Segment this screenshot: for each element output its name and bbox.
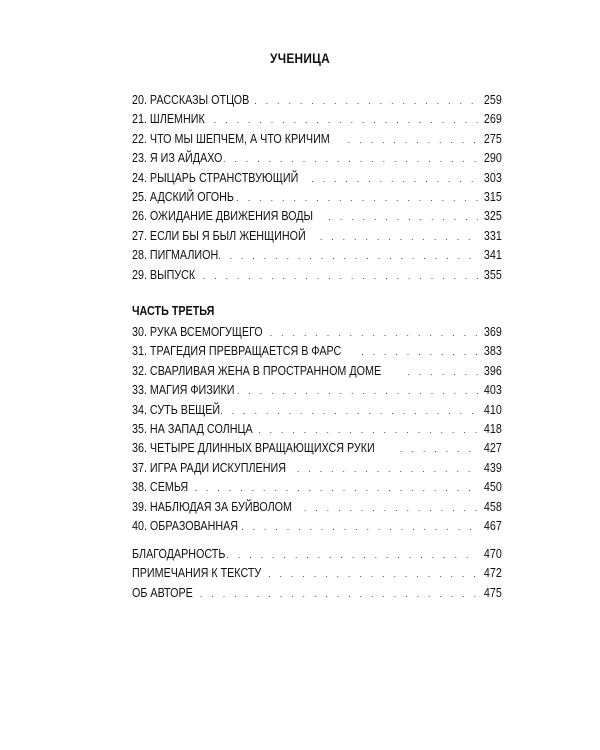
toc-entry-title: 37. ИГРА РАДИ ИСКУПЛЕНИЯ [132, 460, 286, 475]
toc-entry [132, 323, 502, 342]
dot-leader [304, 499, 478, 518]
dot-leader [223, 150, 478, 169]
toc-entry-title: ОБ АВТОРЕ [132, 585, 193, 600]
toc-entry-page-number: 439 [484, 460, 502, 475]
toc-entry-title: 28. ПИГМАЛИОН [132, 248, 219, 263]
toc-entry [132, 110, 502, 129]
toc-entry [132, 362, 502, 381]
section-heading [132, 303, 502, 320]
toc-section-back-matter [132, 545, 502, 603]
dot-leader [189, 585, 479, 604]
dot-leader [226, 546, 478, 565]
toc-entry-title: 33. МАГИЯ ФИЗИКИ [132, 383, 235, 398]
page-title: УЧЕНИЦА [270, 51, 330, 66]
toc-entry [132, 584, 502, 603]
toc-entry-title: 24. РЫЦАРЬ СТРАНСТВУЮЩИЙ [132, 170, 299, 185]
toc-entry [132, 227, 502, 246]
toc-entry [132, 130, 502, 149]
dot-leader [408, 363, 479, 382]
toc-entry [132, 342, 502, 361]
toc-entry-title: 29. ВЫПУСК [132, 267, 196, 282]
toc-entry [132, 498, 502, 517]
toc-entry [132, 420, 502, 439]
toc-entry-title: БЛАГОДАРНОСТЬ [132, 547, 226, 561]
toc-entry-title: 25. АДСКИЙ ОГОНЬ [132, 189, 234, 204]
toc-entry [132, 246, 502, 265]
dot-leader [202, 111, 478, 130]
toc-entry-page-number: 325 [484, 209, 502, 224]
dot-leader [268, 565, 478, 584]
dot-leader [400, 440, 478, 459]
toc-entry-page-number: 331 [484, 228, 502, 243]
dot-leader [311, 170, 478, 189]
toc-entry [132, 91, 502, 110]
dot-leader [328, 208, 478, 227]
toc-entry [132, 545, 502, 564]
dot-leader [270, 324, 478, 343]
toc-entry-title: ПРИМЕЧАНИЯ К ТЕКСТУ [132, 566, 262, 581]
toc-entry-page-number: 450 [484, 480, 502, 495]
toc-entry-page-number: 303 [484, 170, 502, 185]
toc-entry-page-number: 470 [484, 547, 502, 561]
toc-entry-title: 35. НА ЗАПАД СОЛНЦА [132, 421, 253, 436]
toc-entry [132, 459, 502, 478]
toc-entry-title: 23. Я ИЗ АЙДАХО [132, 151, 223, 166]
toc-entry-page-number: 341 [484, 248, 502, 263]
toc-entry-title: 22. ЧТО МЫ ШЕПЧЕМ, А ЧТО КРИЧИМ [132, 131, 330, 146]
toc-entry-page-number: 290 [484, 151, 502, 166]
toc-entry-title: 30. РУКА ВСЕМОГУЩЕГО [132, 325, 263, 339]
dot-leader [361, 343, 478, 362]
toc-entry [132, 381, 502, 400]
dot-leader [236, 189, 478, 208]
toc-entry-title: 36. ЧЕТЫРЕ ДЛИННЫХ ВРАЩАЮЩИХСЯ РУКИ [132, 441, 375, 456]
dot-leader [241, 518, 478, 537]
dot-leader [297, 460, 478, 479]
toc-entry [132, 478, 502, 497]
toc-entry [132, 169, 502, 188]
toc-entry-page-number: 418 [484, 421, 502, 436]
toc-entry-title: 38. СЕМЬЯ [132, 480, 189, 495]
toc-entry-page-number: 269 [484, 112, 502, 127]
dot-leader [254, 92, 478, 111]
dot-leader [348, 131, 478, 150]
toc-entry [132, 439, 502, 458]
dot-leader [191, 267, 478, 286]
toc-entry-page-number: 475 [484, 585, 502, 600]
toc-entry [132, 207, 502, 226]
toc-entry-page-number: 403 [484, 383, 502, 398]
toc-entry [132, 188, 502, 207]
toc-entry-page-number: 259 [484, 93, 502, 107]
dot-leader [183, 479, 478, 498]
toc-entry-page-number: 458 [484, 499, 502, 514]
toc-entry-title: 40. ОБРАЗОВАННАЯ [132, 518, 239, 533]
toc-entry-title: 32. СВАРЛИВАЯ ЖЕНА В ПРОСТРАННОМ ДОМЕ [132, 363, 382, 378]
toc-entry-title: 39. НАБЛЮДАЯ ЗА БУЙВОЛОМ [132, 499, 293, 514]
toc-entry-page-number: 427 [484, 441, 502, 456]
toc-entry-page-number: 275 [484, 131, 502, 146]
toc-entry-page-number: 383 [484, 344, 502, 359]
toc-entry-page-number: 410 [484, 402, 502, 417]
dot-leader [320, 228, 478, 247]
toc-entry [132, 517, 502, 536]
toc-entry-title: 34. СУТЬ ВЕЩЕЙ [132, 402, 221, 417]
toc-entry-title: 21. ШЛЕМНИК [132, 112, 205, 127]
toc-section-part-three [132, 303, 502, 536]
toc-entry-page-number: 315 [484, 189, 502, 204]
dot-leader [258, 421, 478, 440]
dot-leader [218, 247, 478, 266]
toc-entry-title: 31. ТРАГЕДИЯ ПРЕВРАЩАЕТСЯ В ФАРС [132, 344, 342, 359]
toc-entry [132, 266, 502, 285]
toc-entry-title: 26. ОЖИДАНИЕ ДВИЖЕНИЯ ВОДЫ [132, 209, 314, 224]
toc-entry-title: 27. ЕСЛИ БЫ Я БЫЛ ЖЕНЩИНОЙ [132, 228, 306, 243]
dot-leader [220, 402, 478, 421]
dot-leader [237, 382, 478, 401]
toc-entry-page-number: 472 [484, 566, 502, 581]
section-heading-text: ЧАСТЬ ТРЕТЬЯ [132, 304, 215, 318]
toc-entry [132, 401, 502, 420]
toc-entry-page-number: 355 [484, 267, 502, 282]
toc-section-part-two [132, 91, 502, 285]
toc-entry-page-number: 396 [484, 363, 502, 378]
toc-entry [132, 149, 502, 168]
toc-entry [132, 564, 502, 583]
toc-entry-title: 20. РАССКАЗЫ ОТЦОВ [132, 93, 250, 107]
toc-entry-page-number: 369 [484, 325, 502, 339]
toc-entry-page-number: 467 [484, 518, 502, 533]
